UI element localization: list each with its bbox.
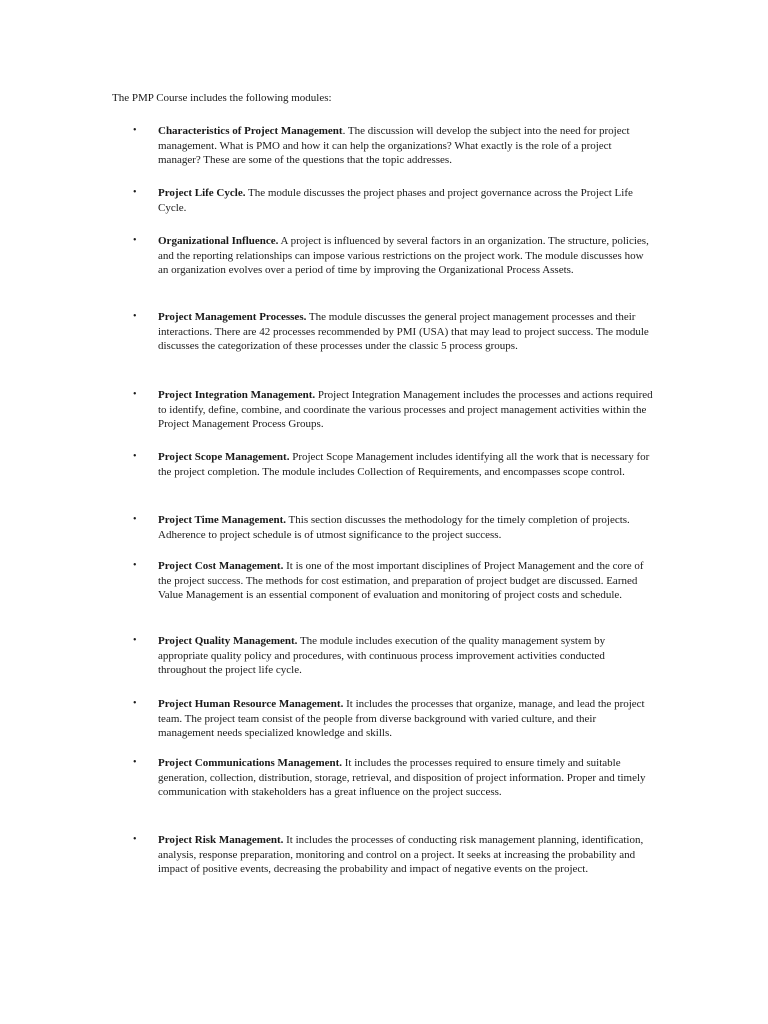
module-description: It includes the processes that organize, manage, and lead the project team. The project team consist of the people from diverse background with varied culture, and their management needs specialized knowledge and skills.: [158, 698, 645, 740]
module-description: The module discusses the general project management processes and their interactions. There are 42 processes recommended by PMI (USA) that may lead to project success. The module discusses the categorization of these processes under the classic 5 process groups.: [158, 311, 649, 353]
module-title: Project Scope Management.: [158, 451, 290, 463]
bullet-icon: •: [133, 834, 137, 845]
module-item: [133, 756, 654, 800]
module-item: [133, 388, 654, 432]
bullet-icon: •: [133, 389, 137, 400]
module-description: It is one of the most important disciplines of Project Management and the core of the project success. The methods for cost estimation, and preparation of project budget are discussed. Earned Value Management is an essential component of evaluation and monitoring of project costs and schedule.: [158, 560, 644, 602]
module-item: [133, 634, 654, 678]
module-description: It includes the processes required to ensure timely and suitable generation, collection, distribution, storage, retrieval, and disposition of project information. Proper and timely communication with stakeholders has a great influence on the project success.: [158, 757, 646, 799]
bullet-icon: •: [133, 187, 137, 198]
module-item: [133, 310, 654, 354]
bullet-icon: •: [133, 451, 137, 462]
module-item: [133, 450, 654, 479]
module-title: Project Cost Management.: [158, 560, 284, 572]
module-description: A project is influenced by several factors in an organization. The structure, policies, and the reporting relationships can impose various restrictions on the project work. The module discusses how an organization evolves over a period of time by improving the Organizational Process Assets.: [158, 235, 649, 277]
bullet-icon: •: [133, 698, 137, 709]
bullet-icon: •: [133, 311, 137, 322]
bullet-icon: •: [133, 757, 137, 768]
intro-text: The PMP Course includes the following modules:: [112, 92, 332, 104]
module-title: Organizational Influence.: [158, 235, 279, 247]
module-item: [133, 124, 654, 168]
module-item: [133, 186, 654, 215]
module-title: Characteristics of Project Management: [158, 125, 343, 137]
bullet-icon: •: [133, 560, 137, 571]
module-title: Project Risk Management.: [158, 834, 284, 846]
module-title: Project Quality Management.: [158, 635, 298, 647]
bullet-icon: •: [133, 514, 137, 525]
module-description: Project Integration Management includes the processes and actions required to identify, define, combine, and coordinate the various processes and project management activities within the Project Management Process Groups.: [158, 389, 653, 431]
bullet-icon: •: [133, 125, 137, 136]
module-title: Project Human Resource Management.: [158, 698, 344, 710]
module-item: [133, 697, 654, 741]
module-title: Project Integration Management.: [158, 389, 316, 401]
bullet-icon: •: [133, 235, 137, 246]
module-description: . The discussion will develop the subject into the need for project management. What is PMO and how it can help the organizations? What exactly is the role of a project manager? These are some of the questions that the topic addresses.: [158, 125, 630, 167]
module-description: The module includes execution of the quality management system by appropriate quality policy and procedures, with continuous process improvement activities conducted throughout the project life cycle.: [158, 635, 606, 677]
module-description: Project Scope Management includes identifying all the work that is necessary for the project completion. The module includes Collection of Requirements, and encompasses scope control.: [158, 451, 650, 478]
module-title: Project Management Processes.: [158, 311, 307, 323]
module-item: [133, 559, 654, 603]
module-title: Project Communications Management.: [158, 757, 343, 769]
module-title: Project Life Cycle.: [158, 187, 246, 199]
module-description: The module discusses the project phases and project governance across the Project Life Cycle.: [158, 187, 633, 214]
module-description: This section discusses the methodology for the timely completion of projects. Adherence to project schedule is of utmost significance to the project success.: [158, 514, 630, 541]
module-item: [133, 833, 654, 877]
bullet-icon: •: [133, 635, 137, 646]
module-title: Project Time Management.: [158, 514, 286, 526]
module-item: [133, 513, 654, 542]
module-description: It includes the processes of conducting risk management planning, identification, analysis, response preparation, monitoring and control on a project. It seeks at increasing the probability and impact of positive events, decreasing the probability and impact of negative events on the project.: [158, 834, 644, 876]
module-item: [133, 234, 654, 278]
